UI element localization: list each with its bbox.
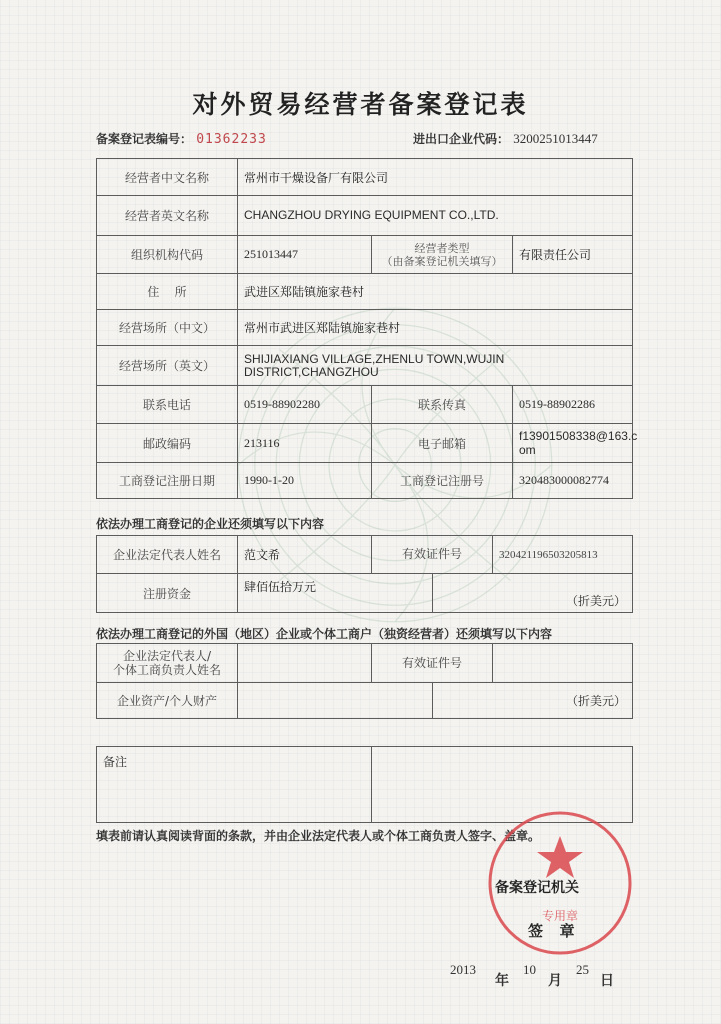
assets-usd-label: （折美元）: [433, 683, 633, 719]
capital-label: 注册资金: [97, 574, 238, 613]
address-label: 住 所: [97, 274, 238, 310]
capital-value: 肆佰伍拾万元: [238, 574, 433, 613]
table-row: [97, 346, 633, 386]
date-year: 2013: [450, 962, 476, 977]
cn-name-value: 常州市干燥设备厂有限公司: [238, 159, 633, 196]
reg-date-value: 1990-1-20: [238, 463, 372, 499]
id-value: 320421196503205813: [499, 548, 598, 561]
section1-table: [96, 535, 633, 613]
cn-name-label: 经营者中文名称: [97, 159, 238, 196]
table-row: [97, 236, 633, 274]
date-year-char: 年: [495, 973, 509, 989]
reg-date-label: 工商登记注册日期: [97, 463, 238, 499]
rep-label-line2: 个体工商负责人姓名: [112, 663, 221, 677]
signature-stamp-label: 签 章: [528, 922, 577, 940]
biz-place-cn-value: 常州市武进区郑陆镇施家巷村: [238, 310, 633, 346]
date-day: 25: [576, 962, 589, 977]
table-row: [97, 386, 633, 424]
en-name-value: CHANGZHOU DRYING EQUIPMENT CO.,LTD.: [238, 196, 633, 236]
assets-label: 企业资产/个人财产: [97, 683, 238, 719]
table-row: [97, 310, 633, 346]
phone-label: 联系电话: [97, 386, 238, 424]
seal-text: 专用章: [541, 909, 579, 923]
table-row: [97, 196, 633, 236]
enterprise-code: [413, 130, 598, 147]
table-row: [97, 574, 633, 613]
enterprise-code-label: 进出口企业代码：: [413, 132, 510, 146]
phone-value: 0519-88902280: [238, 386, 372, 424]
rep-label-line1: 企业法定代表人/: [122, 649, 212, 663]
date-month: 10: [523, 962, 536, 977]
biz-place-en-line1: SHIJIAXIANG VILLAGE,ZHENLU TOWN,WUJIN: [244, 351, 505, 366]
instruction-note: 填表前请认真阅读背面的条款，并由企业法定代表人或个体工商负责人签字、盖章。: [96, 829, 541, 843]
date-day-char: 日: [600, 973, 614, 989]
record-number-value: 01362233: [196, 132, 267, 147]
org-code-label: 组织机构代码: [97, 236, 238, 274]
biz-place-en-label: 经营场所（英文）: [97, 346, 238, 386]
enterprise-code-value: 3200251013447: [513, 131, 598, 146]
id-cell: [372, 536, 633, 574]
capital-usd-label: （折美元）: [433, 574, 633, 613]
email-line1: f13901508338@163.c: [519, 429, 638, 443]
legal-rep-label: 企业法定代表人姓名: [97, 536, 238, 574]
en-name-label: 经营者英文名称: [97, 196, 238, 236]
id-label-2: 有效证件号: [372, 644, 493, 682]
table-row: [97, 683, 633, 719]
remarks-label: 备注: [97, 747, 372, 823]
table-row: [97, 424, 633, 463]
operator-type-label: [372, 236, 513, 274]
email-line2: om: [519, 443, 536, 457]
rep-label: [97, 644, 238, 683]
email-value: [513, 424, 638, 463]
document-title: 对外贸易经营者备案登记表: [192, 90, 529, 119]
section2-heading: 依法办理工商登记的外国（地区）企业或个体工商户（独资经营者）还须填写以下内容: [96, 627, 553, 641]
postcode-value: 213116: [238, 424, 372, 463]
biz-place-en-value: [238, 346, 633, 386]
table-row: [97, 536, 633, 574]
address-value: 武进区郑陆镇施家巷村: [238, 274, 633, 310]
table-row: [97, 644, 633, 683]
id-label: 有效证件号: [372, 536, 493, 573]
operator-type-note: （由备案登记机关填写）: [381, 254, 503, 268]
table-row: [97, 159, 633, 196]
record-number: [96, 130, 267, 147]
reg-no-value: 320483000082774: [513, 463, 633, 499]
postcode-label: 邮政编码: [97, 424, 238, 463]
registration-authority: 备案登记机关: [495, 880, 579, 896]
record-number-label: 备案登记表编号：: [96, 132, 193, 146]
assets-value: [238, 683, 433, 719]
date-month-char: 月: [548, 973, 562, 989]
fax-label: 联系传真: [372, 386, 513, 424]
biz-place-en-line2: DISTRICT,CHANGZHOU: [244, 364, 379, 379]
rep-value: [238, 644, 372, 683]
operator-type-title: 经营者类型: [414, 241, 470, 255]
fax-value: 0519-88902286: [513, 386, 633, 424]
org-code-value: 251013447: [238, 236, 372, 274]
email-label: 电子邮箱: [372, 424, 513, 463]
section1-heading: 依法办理工商登记的企业还须填写以下内容: [96, 517, 325, 531]
id-cell-2: [372, 644, 633, 683]
section2-table: [96, 643, 633, 719]
table-row: [97, 274, 633, 310]
biz-place-cn-label: 经营场所（中文）: [97, 310, 238, 346]
legal-rep-value: 范文希: [238, 536, 372, 574]
operator-type-value: 有限责任公司: [513, 236, 633, 274]
table-row: [97, 463, 633, 499]
main-info-table: [96, 158, 638, 499]
reg-no-label: 工商登记注册号: [372, 463, 513, 499]
